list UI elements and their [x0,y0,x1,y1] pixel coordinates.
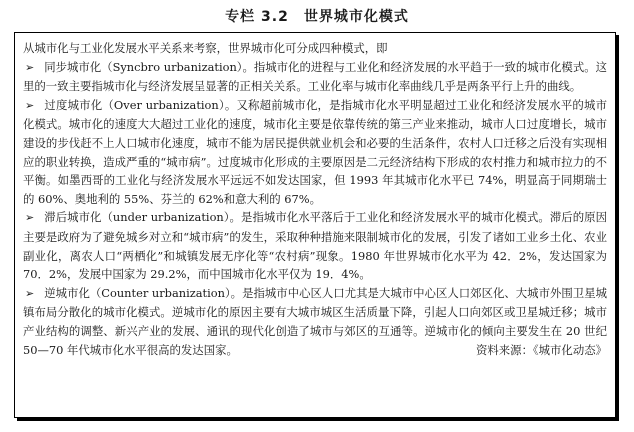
section-body: 是指城市化水平落后于工业化和经济发展水平的城市化模式。滞后的原因主要是政府为了避免城乡对立和“城市病”的发生，采取种种措施来限制城市化的发展，引发了诸如工业乡土化、农业副业化，离农人口“两栖化”和城镇发展无序化等“农村病”现象。1980 年世界城市化水平为 42．2%，发达国家为 70．2%，发展中国家为 29.2%，而中国城市化水平仅为 19．4%。 [23,210,607,282]
bullet-arrow-icon: ➢ [25,211,35,225]
bullet-arrow-icon: ➢ [25,98,35,112]
section-under-urbanization [23,208,607,283]
section-body: 又称超前城市化，是指城市化水平明显超过工业化和经济发展水平的城市化模式。城市化的速度大大超过工业化的速度，城市化主要是依靠传统的第三产业来推动，城市人口过度增长，城市建设的步伐赶不上人口城市化速度，城市不能为居民提供就业机会和必要的生活条件，农村人口迁移之后没有实现相应的职业转换，造成严重的“城市病”。过度城市化形成的主要原因是二元经济结构下形成的农村推力和城市拉力的不平衡。如墨西哥的工业化与经济发展水平远远不如发达国家，但 1993 年其城市化水平已 74%，明显高于同期瑞士的 60%、奥地利的 55%、芬兰的 62%和意大利的 67%。 [23,97,607,206]
section-heading: 同步城市化（Syncbro urbanization）。 [44,59,254,74]
bullet-arrow-icon: ➢ [25,60,35,74]
section-synchronous [23,58,607,96]
bullet-arrow-icon: ➢ [25,286,35,300]
content-box [14,32,616,418]
section-over-urbanization [23,96,607,209]
intro-text: 从城市化与工业化发展水平关系来考察，世界城市化可分成四种模式，即 [23,41,388,55]
section-body: 是指城市中心区人口尤其是大城市中心区人口郊区化、大城市外围卫星城镇布局分散化的城市化模式。逆城市化的原因主要有大城市城区生活质量下降，引起人口向郊区或卫星城迁移；城市产业结构的调整、新兴产业的发展、通讯的现代化创造了城市与郊区的互通等。逆城市化的倾向主要发生在 20 世纪 50—70 年代城市化水平很高的发达国家。 [23,285,607,357]
section-heading: 滞后城市化（under urbanization）。 [44,210,241,225]
section-body: 指城市化的进程与工业化和经济发展的水平趋于一致的城市化模式。这里的一致主要指城市化与经济发展呈显著的正相关关系。工业化率与城市化率曲线几乎是两条平行上升的曲线。 [23,59,607,94]
sidebar-title: 专栏 3.2 世界城市化模式 [225,9,409,25]
section-counter-urbanization [23,284,607,359]
source-citation: 资料来源：《城市化动态》 [476,342,607,357]
section-heading: 逆城市化（Counter urbanization）。 [44,285,243,300]
section-heading: 过度城市化（Over urbanization）。 [44,97,237,112]
